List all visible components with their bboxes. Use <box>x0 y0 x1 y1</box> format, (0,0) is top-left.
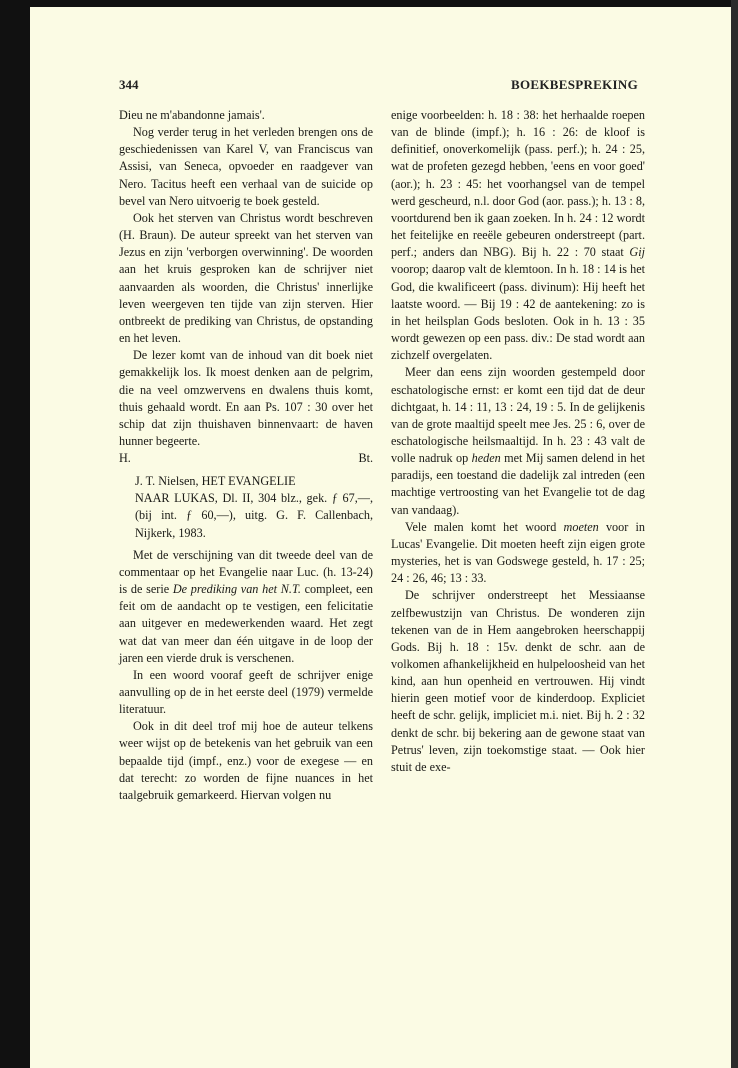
italic-word: Gij <box>629 245 645 260</box>
paragraph: Ook in dit deel trof mij hoe de auteur telkens weer wijst op de betekenis van het gebruik van een bepaalde tijd (impf., enz.) voor de exegese — en dat terecht: zo worden de fijne nuances in het taalgebruik gemarkeerd. Hiervan volgen nu <box>119 719 373 802</box>
paragraph: Nog verder terug in het verleden brengen ons de geschiedenissen van Karel V, van Franciscus van Assisi, van Seneca, opvoeder en raadgever van Nero. Tacitus heeft een verhaal van de suicide op bevel van Nero uitvoerig te boek gesteld. <box>119 125 373 208</box>
scan-border-top <box>0 0 738 7</box>
paragraph: De schrijver onderstreept het Messiaanse zelfbewustzijn van Christus. De wonderen zijn tekenen van de in Hem aangebroken heerschappij Gods. Bij h. 18 : 15v. denkt de schr. aan de volkomen afhankelijkheid en hulpeloosheid van het kind, aan hun openheid en vertrouwen. Hij vindt hierin geen motief voor de kinderdoop. Expliciet heeft de schr. gelijk, impliciet m.i. niet. Bij h. 2 : 32 denkt de schr. bij bekering aan de gewone staat van Petrus' leven, zijn toekomstige staat. — Ook hier stuit de exe- <box>391 588 645 774</box>
page-number: 344 <box>119 77 139 92</box>
book-citation <box>135 473 373 542</box>
italic-word: heden <box>471 451 501 466</box>
paragraph <box>391 364 645 518</box>
text-run: Vele malen komt het woord <box>405 519 564 534</box>
running-header <box>119 77 638 93</box>
signature-initials-right: Bt. <box>358 451 373 466</box>
text-run: met Mij samen delend in het paradijs, een toestand die dadelijk zal intreden (een machtige vertroosting van het Evangelie tot de dag van vandaag). <box>391 451 645 517</box>
paragraph: In een woord vooraf geeft de schrijver enige aanvulling op de in het eerste deel (1979) vermelde literatuur. <box>119 667 373 717</box>
text-run: enige voorbeelden: h. 18 : 38: het herhaalde roepen van de blinde (impf.); h. 16 : 26: de kloof is definitief, onoverkomelijk (pass. perf.); h. 24 : 25, wat de profeten gezegd hebben, 'eens en voor goed' (aor.); h. 23 : 45: het voorhangsel van de tempel werd gescheurd, n.l. door God (aor. pass.); h. 13 : 8, voortdurend ben ik gaan zoeken. In h. 24 : 12 wordt het feitelijke en reeële gebeuren onderstreept (part. perf.; anders dan NBG). Bij h. 22 : 70 staat <box>391 108 645 260</box>
citation-details: NAAR LUKAS, Dl. II, 304 blz., gek. ƒ 67,—, (bij int. ƒ 60,—), uitg. G. F. Callenbach, Nijkerk, 1983. <box>135 491 373 540</box>
italic-series-title: De prediking van het N.T. <box>172 582 301 597</box>
paragraph <box>119 547 373 667</box>
text-run: Met de verschijning van dit tweede deel van de commentaar op het Evangelie naar Luc. (h. 13-24) is de serie <box>119 547 373 597</box>
paragraph: Ook het sterven van Christus wordt beschreven (H. Braun). De auteur spreekt van het sterven van Jezus en zijn 'verborgen overwinning'. De woorden aan het kruis gesproken kan de schrijver niet aanvaarden als woorden, die Christus' innerlijke leven weergeven ten tijde van zijn sterven. Hier ontbreekt de prediking van Christus, de opstanding en het leven. <box>119 210 373 346</box>
text-run: voorop; daarop valt de klemtoon. In h. 18 : 14 is het God, die kwalificeert (pass. divinum): Hij heeft het laatste woord. — Bij 19 : 42 de aantekening: zo is in het heilsplan Gods besloten. Ook in h. 13 : 35 wordt gewezen op een pass. div.: De stad wordt aan zichzelf overgelaten. <box>391 262 645 363</box>
scan-border-right <box>731 0 738 1068</box>
paragraph <box>391 107 645 364</box>
scan-border-left <box>0 0 30 1068</box>
paragraph: Dieu ne m'abandonne jamais'. <box>119 108 265 122</box>
text-run: compleet, een feit om de aandacht op te vestigen, een felicitatie aan uitgever en medewerkenden waard. Het zegt wat dat van meer dan één uitgave in de loop der jaren een vierde druk is verschenen. <box>119 582 373 665</box>
paragraph <box>391 519 645 588</box>
citation-line: J. T. Nielsen, HET EVANGELIE <box>135 474 296 489</box>
review-signature <box>119 450 373 467</box>
paragraph: De lezer komt van de inhoud van dit boek niet gemakkelijk los. Ik moest denken aan de pelgrim, die na veel omzwervens en dwalens thuis komt, thuis gehaald wordt. En aan Ps. 107 : 30 over het schip dat zijn thuishaven binnenvaart: de haven hunner begeerte. <box>119 348 373 448</box>
left-column <box>119 107 373 804</box>
text-run: voor in Lucas' Evangelie. Dit moeten heeft zijn eigen grote mysteries, het is van Godswege gesteld, h. 17 : 25; 24 : 26, 46; 13 : 33. <box>391 519 645 586</box>
signature-initials-left: H. <box>119 451 131 466</box>
italic-word: moeten <box>563 519 599 534</box>
section-title: BOEKBESPREKING <box>510 77 638 92</box>
text-run: Meer dan eens zijn woorden gestempeld door eschatologische ernst: er komt een tijd dat de deur dichtgaat, h. 14 : 11, 13 : 24, 19 : 5. In de gelijkenis van de grote maaltijd speelt mee Jes. 25 : 6, over de eschatologische heilsmaaltijd. In h. 23 : 43 valt de volle nadruk op <box>391 365 645 466</box>
right-column <box>391 107 645 776</box>
